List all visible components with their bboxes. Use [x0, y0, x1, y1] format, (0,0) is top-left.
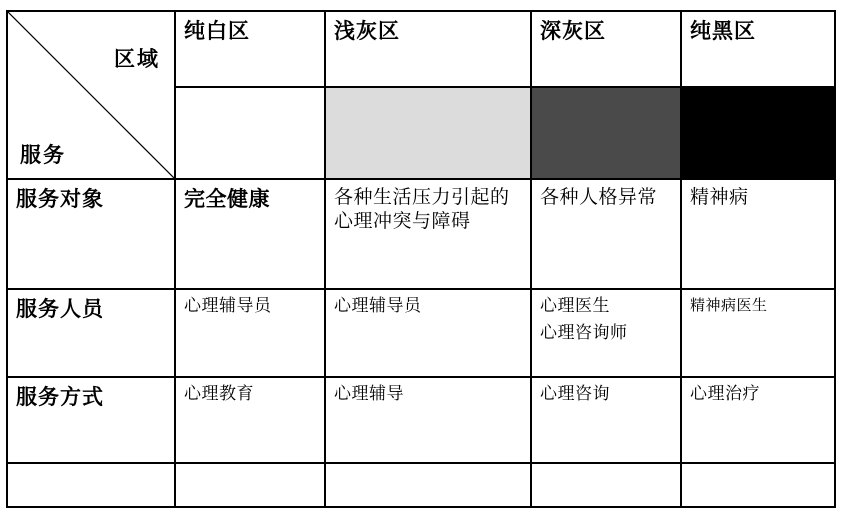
table-header-row [7, 11, 835, 87]
filler-cell-white [175, 463, 325, 507]
filler-cell-black [681, 463, 835, 507]
cell-objects-dark-gray: 各种人格异常 [531, 179, 681, 289]
cell-objects-light-gray: 各种生活压力引起的心理冲突与障碍 [325, 179, 531, 289]
column-header-black: 纯黑区 [681, 11, 835, 87]
filler-cell-label [7, 463, 175, 507]
row-label-objects: 服务对象 [7, 179, 175, 289]
table-row-staff [7, 289, 835, 377]
swatch-cell-white [175, 87, 325, 179]
comparison-table [6, 10, 836, 508]
filler-cell-dark-gray [531, 463, 681, 507]
cell-staff-dark-gray-line2: 心理咨询师 [540, 323, 628, 344]
cell-mode-black: 心理治疗 [681, 377, 835, 463]
row-label-mode: 服务方式 [7, 377, 175, 463]
cell-staff-dark-gray-line1: 心理医生 [540, 296, 610, 316]
swatch-cell-black [681, 87, 835, 179]
cell-staff-light-gray: 心理辅导员 [325, 289, 531, 377]
column-header-light-gray: 浅灰区 [325, 11, 531, 87]
axis-row-label: 服务 [20, 142, 66, 167]
swatch-black [682, 88, 834, 178]
cell-staff-dark-gray [531, 289, 681, 377]
corner-axis-cell [7, 11, 175, 179]
swatch-dark-gray [532, 88, 680, 178]
table-row-mode [7, 377, 835, 463]
swatch-light-gray [326, 88, 530, 178]
cell-staff-white: 心理辅导员 [175, 289, 325, 377]
table-row-filler [7, 463, 835, 507]
cell-objects-white: 完全健康 [175, 179, 325, 289]
cell-mode-dark-gray: 心理咨询 [531, 377, 681, 463]
axis-column-label: 区域 [114, 47, 160, 71]
filler-cell-light-gray [325, 463, 531, 507]
swatch-cell-dark-gray [531, 87, 681, 179]
swatch-white [176, 88, 324, 178]
cell-mode-light-gray: 心理辅导 [325, 377, 531, 463]
cell-objects-black: 精神病 [681, 179, 835, 289]
cell-mode-white: 心理教育 [175, 377, 325, 463]
cell-staff-black: 精神病医生 [681, 289, 835, 377]
swatch-cell-light-gray [325, 87, 531, 179]
column-header-white: 纯白区 [175, 11, 325, 87]
table-row-objects [7, 179, 835, 289]
row-label-staff: 服务人员 [7, 289, 175, 377]
column-header-dark-gray: 深灰区 [531, 11, 681, 87]
